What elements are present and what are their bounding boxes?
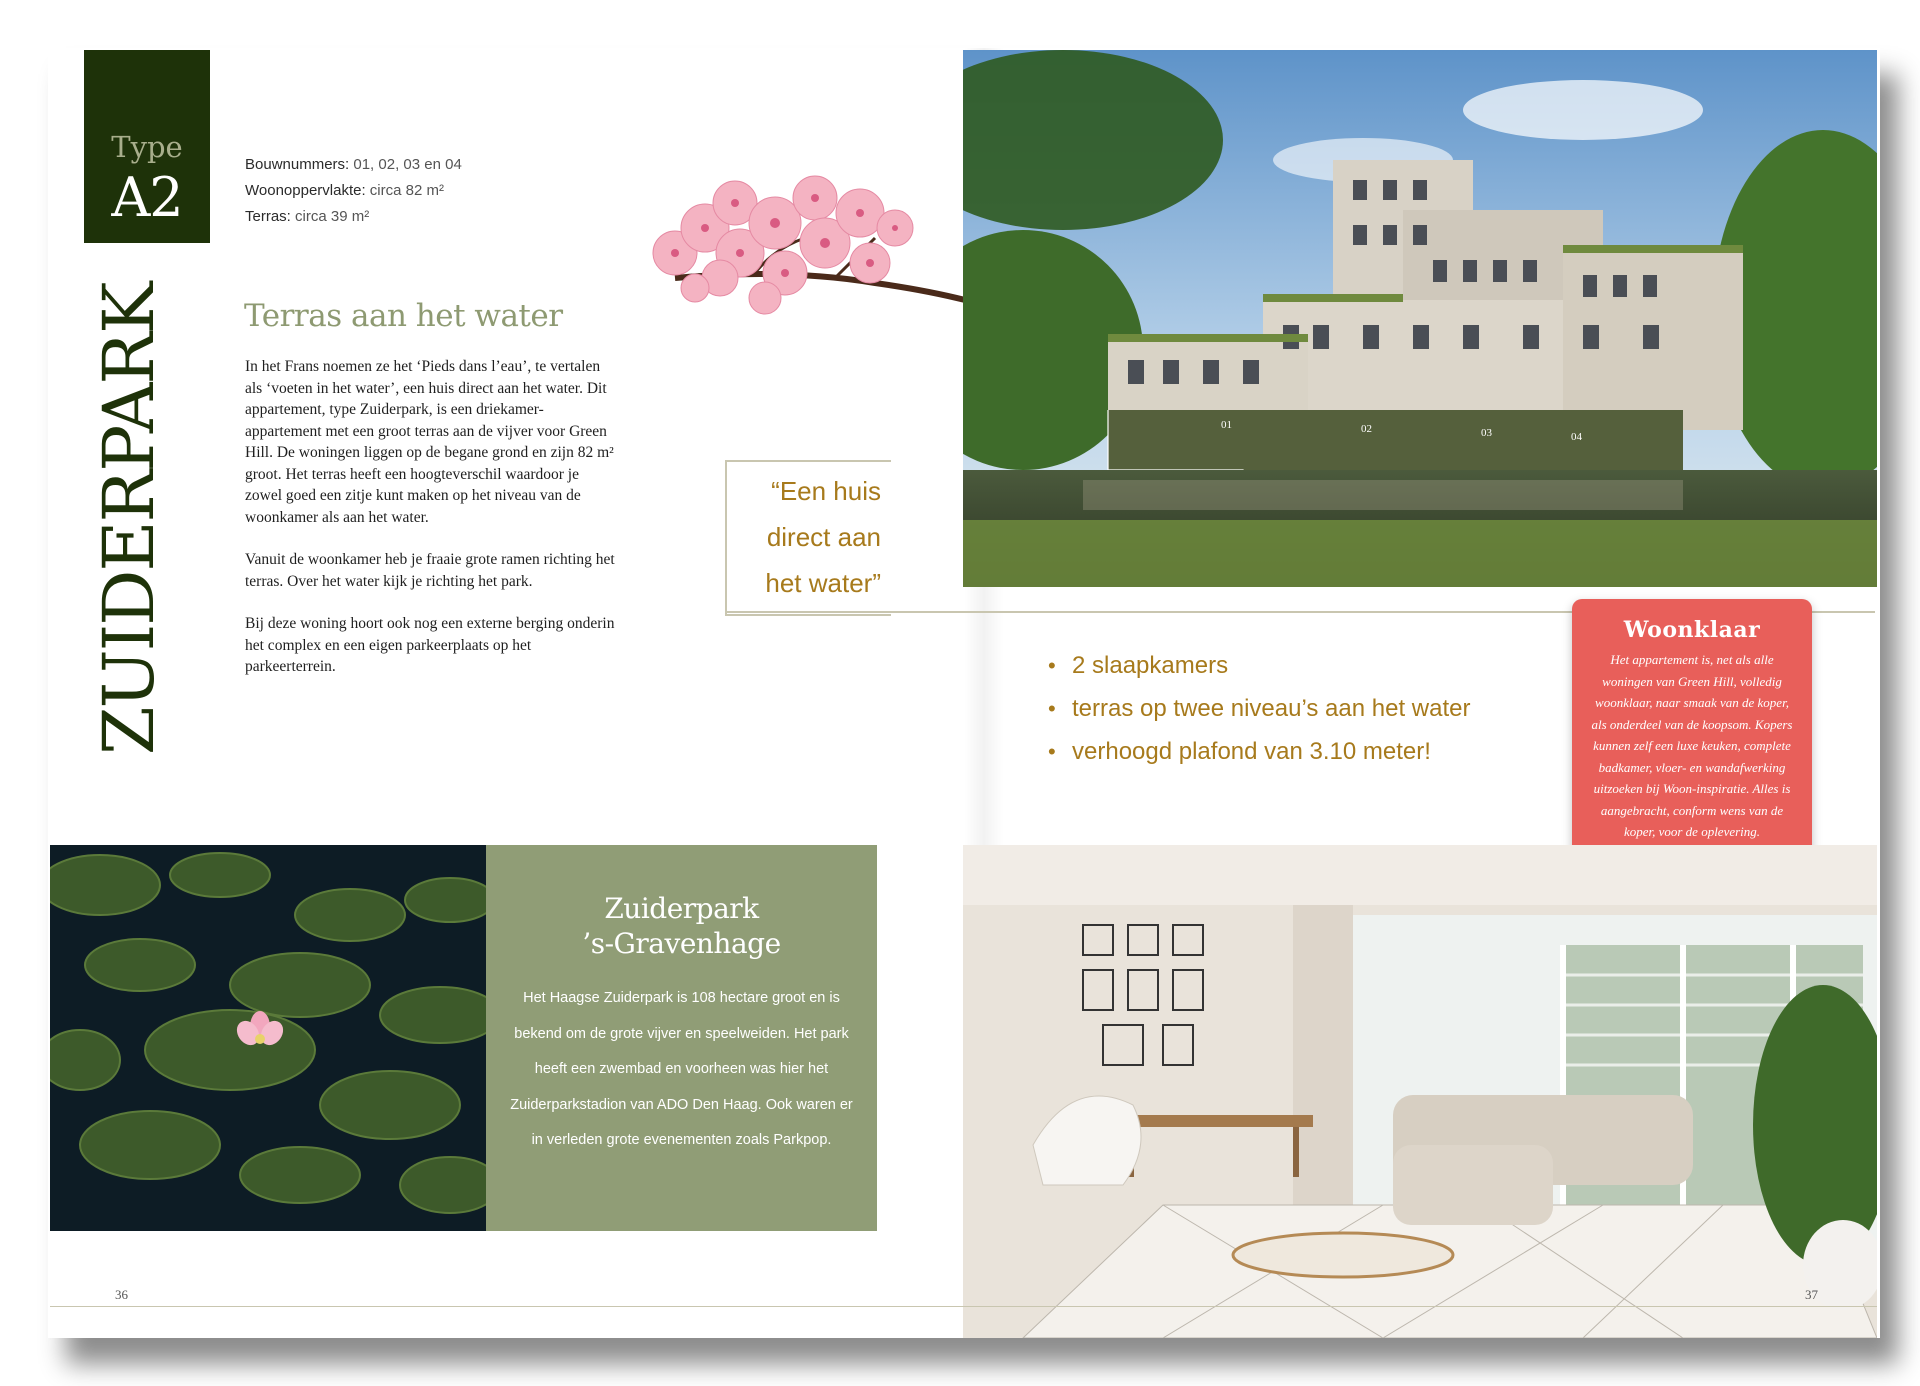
- vertical-title: ZUIDERPARK: [88, 283, 170, 755]
- feature-item: • terras op twee niveau’s aan het water: [1048, 687, 1470, 730]
- feature-item: • 2 slaapkamers: [1048, 644, 1470, 687]
- building-unit-label: 02: [1361, 423, 1372, 435]
- body-text: [245, 356, 615, 699]
- footer-divider: [50, 1306, 1877, 1307]
- spec-woonoppervlakte: Woonoppervlakte: circa 82 m²: [245, 182, 444, 199]
- building-render-image: [963, 50, 1877, 587]
- type-badge: [84, 50, 210, 243]
- page-number-left: 36: [115, 1287, 128, 1302]
- type-label: Type: [111, 130, 183, 164]
- feature-item: • verhoogd plafond van 3.10 meter!: [1048, 730, 1470, 773]
- specs-list: [245, 152, 462, 230]
- section-heading: Terras aan het water: [244, 298, 563, 334]
- page-number-right: 37: [1805, 1287, 1818, 1302]
- body-paragraph: In het Frans noemen ze het ‘Pieds dans l’eau’, te vertalen als ‘voeten in het water’, een huis direct aan het water. Dit appartement, type Zuiderpark, is een driekamer-appartement met een groot terras aan de vijver voor Green Hill. De woningen liggen op de begane grond en zijn 82 m² groot. Het terras heeft een hoogteverschil waardoor je zowel goed een zitje kunt maken op het niveau van de woonkamer als aan het water.: [245, 358, 614, 526]
- park-title: Zuiderpark ’s-Gravenhage: [582, 892, 781, 960]
- building-unit-label: 03: [1481, 427, 1492, 439]
- building-unit-label: 04: [1571, 431, 1582, 443]
- body-paragraph: Vanuit de woonkamer heb je fraaie grote ramen richting het terras. Over het water kijk je richting het park.: [245, 551, 615, 590]
- cherry-blossom-image: [635, 168, 965, 328]
- building-unit-label: 01: [1221, 419, 1232, 431]
- type-code: A2: [111, 166, 183, 229]
- woonklaar-title: Woonklaar: [1623, 617, 1761, 643]
- spec-bouwnummers: Bouwnummers: 01, 02, 03 en 04: [245, 156, 462, 173]
- park-text: Het Haagse Zuiderpark is 108 hectare groot en is bekend om de grote vijver en speelweiden. Het park heeft een zwembad en voorheen was hier het Zuiderparkstadion van ADO Den Haag. Ook waren er in verleden grote evenementen zoals Parkpop.: [510, 990, 853, 1148]
- water-lily-image: [50, 845, 486, 1231]
- woonklaar-text: Het appartement is, net als alle woningen van Green Hill, volledig woonklaar, naar smaak van de koper, als onderdeel van de koopsom. Kopers kunnen zelf een luxe keuken, complete badkamer, vloer- en wandafwerking uitzoeken bij Woon-inspiratie. Alles is aangebracht, conform wens van de koper, voor de oplevering.: [1591, 652, 1793, 839]
- interior-render-image: [963, 845, 1877, 1338]
- water-lily-illustration: [50, 845, 486, 1231]
- feature-list: [1048, 644, 1470, 773]
- building-illustration: [963, 50, 1877, 587]
- interior-illustration: [963, 845, 1877, 1338]
- park-info-panel: [486, 845, 877, 1231]
- woonklaar-card: [1572, 599, 1812, 881]
- spec-terras: Terras: circa 39 m²: [245, 208, 370, 225]
- body-paragraph: Bij deze woning hoort ook nog een externe berging onderin het complex en een eigen parkeerplaats op het parkeerterrein.: [245, 615, 615, 675]
- pull-quote: “Een huis direct aan het water”: [765, 476, 881, 598]
